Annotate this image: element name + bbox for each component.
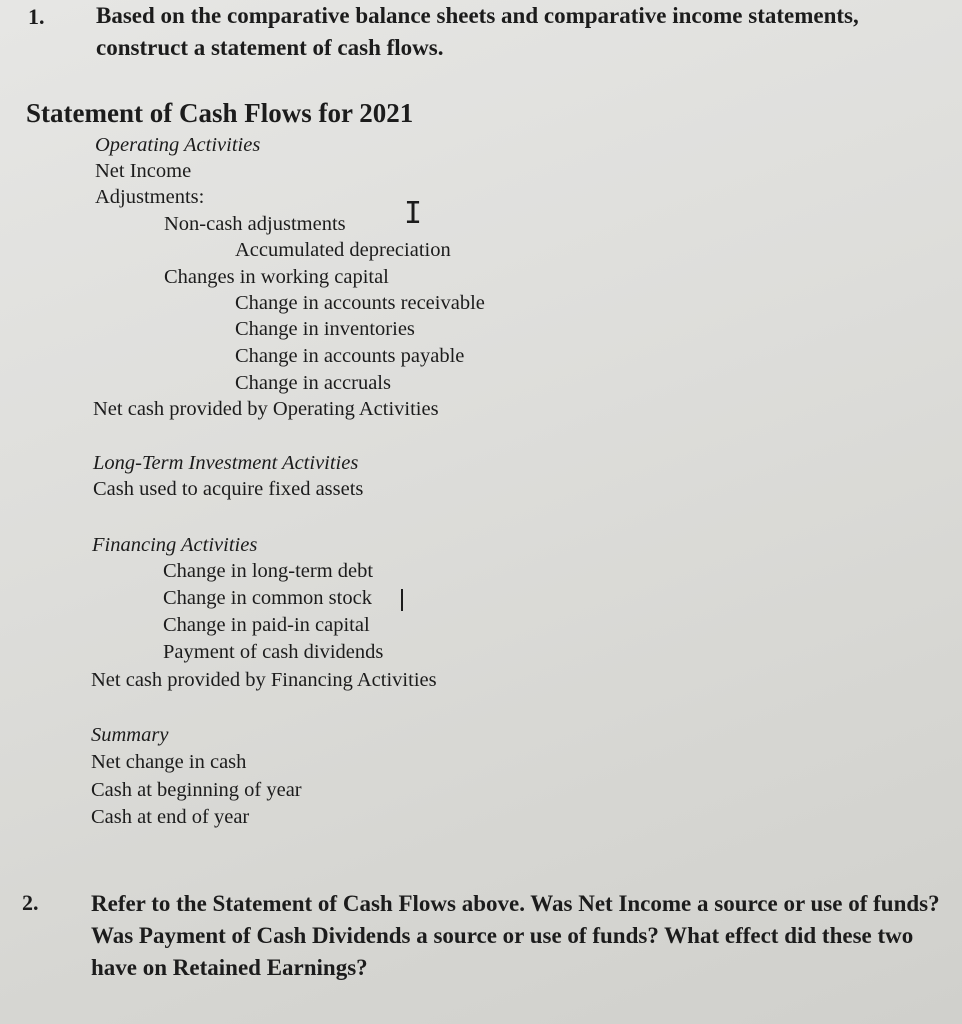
inventories-line: Change in inventories	[235, 318, 415, 340]
net-change-line: Net change in cash	[91, 751, 247, 773]
question-2-text: Refer to the Statement of Cash Flows above. Was Net Income a source or use of funds? Was Payment of Cash Dividends a source or use of funds? What effect did these two have on Retained Earnings?	[91, 891, 940, 980]
net-financing-line: Net cash provided by Financing Activities	[91, 669, 437, 691]
cash-beginning-line: Cash at beginning of year	[91, 779, 302, 801]
accounts-payable-line: Change in accounts payable	[235, 345, 465, 367]
long-term-debt-line: Change in long-term debt	[163, 560, 374, 582]
statement-title: Statement of Cash Flows for 2021	[26, 98, 414, 128]
text-cursor-icon: I	[404, 196, 423, 231]
accumulated-depreciation-line: Accumulated depreciation	[235, 239, 451, 261]
net-operating-line: Net cash provided by Operating Activities	[93, 398, 439, 420]
paid-in-capital-line: Change in paid-in capital	[163, 614, 370, 636]
question-1-text: Based on the comparative balance sheets and comparative income statements, construct a statement of cash flows.	[96, 3, 859, 60]
accruals-line: Change in accruals	[235, 372, 391, 394]
working-capital-line: Changes in working capital	[164, 266, 389, 288]
question-2-number: 2.	[22, 890, 39, 915]
accounts-receivable-line: Change in accounts receivable	[235, 292, 485, 314]
financing-heading: Financing Activities	[92, 534, 258, 556]
cash-dividends-line: Payment of cash dividends	[163, 641, 384, 663]
adjustments-line: Adjustments:	[95, 186, 205, 208]
investing-heading: Long-Term Investment Activities	[93, 452, 359, 474]
summary-heading: Summary	[91, 724, 169, 746]
fixed-assets-line: Cash used to acquire fixed assets	[93, 478, 364, 500]
cash-end-line: Cash at end of year	[91, 806, 250, 828]
common-stock-line: Change in common stock	[163, 587, 372, 609]
question-1-number: 1.	[28, 4, 45, 29]
text-caret	[401, 589, 403, 611]
net-income-line: Net Income	[95, 160, 192, 182]
non-cash-adjustments-line: Non-cash adjustments	[164, 213, 346, 235]
operating-heading: Operating Activities	[95, 134, 261, 156]
